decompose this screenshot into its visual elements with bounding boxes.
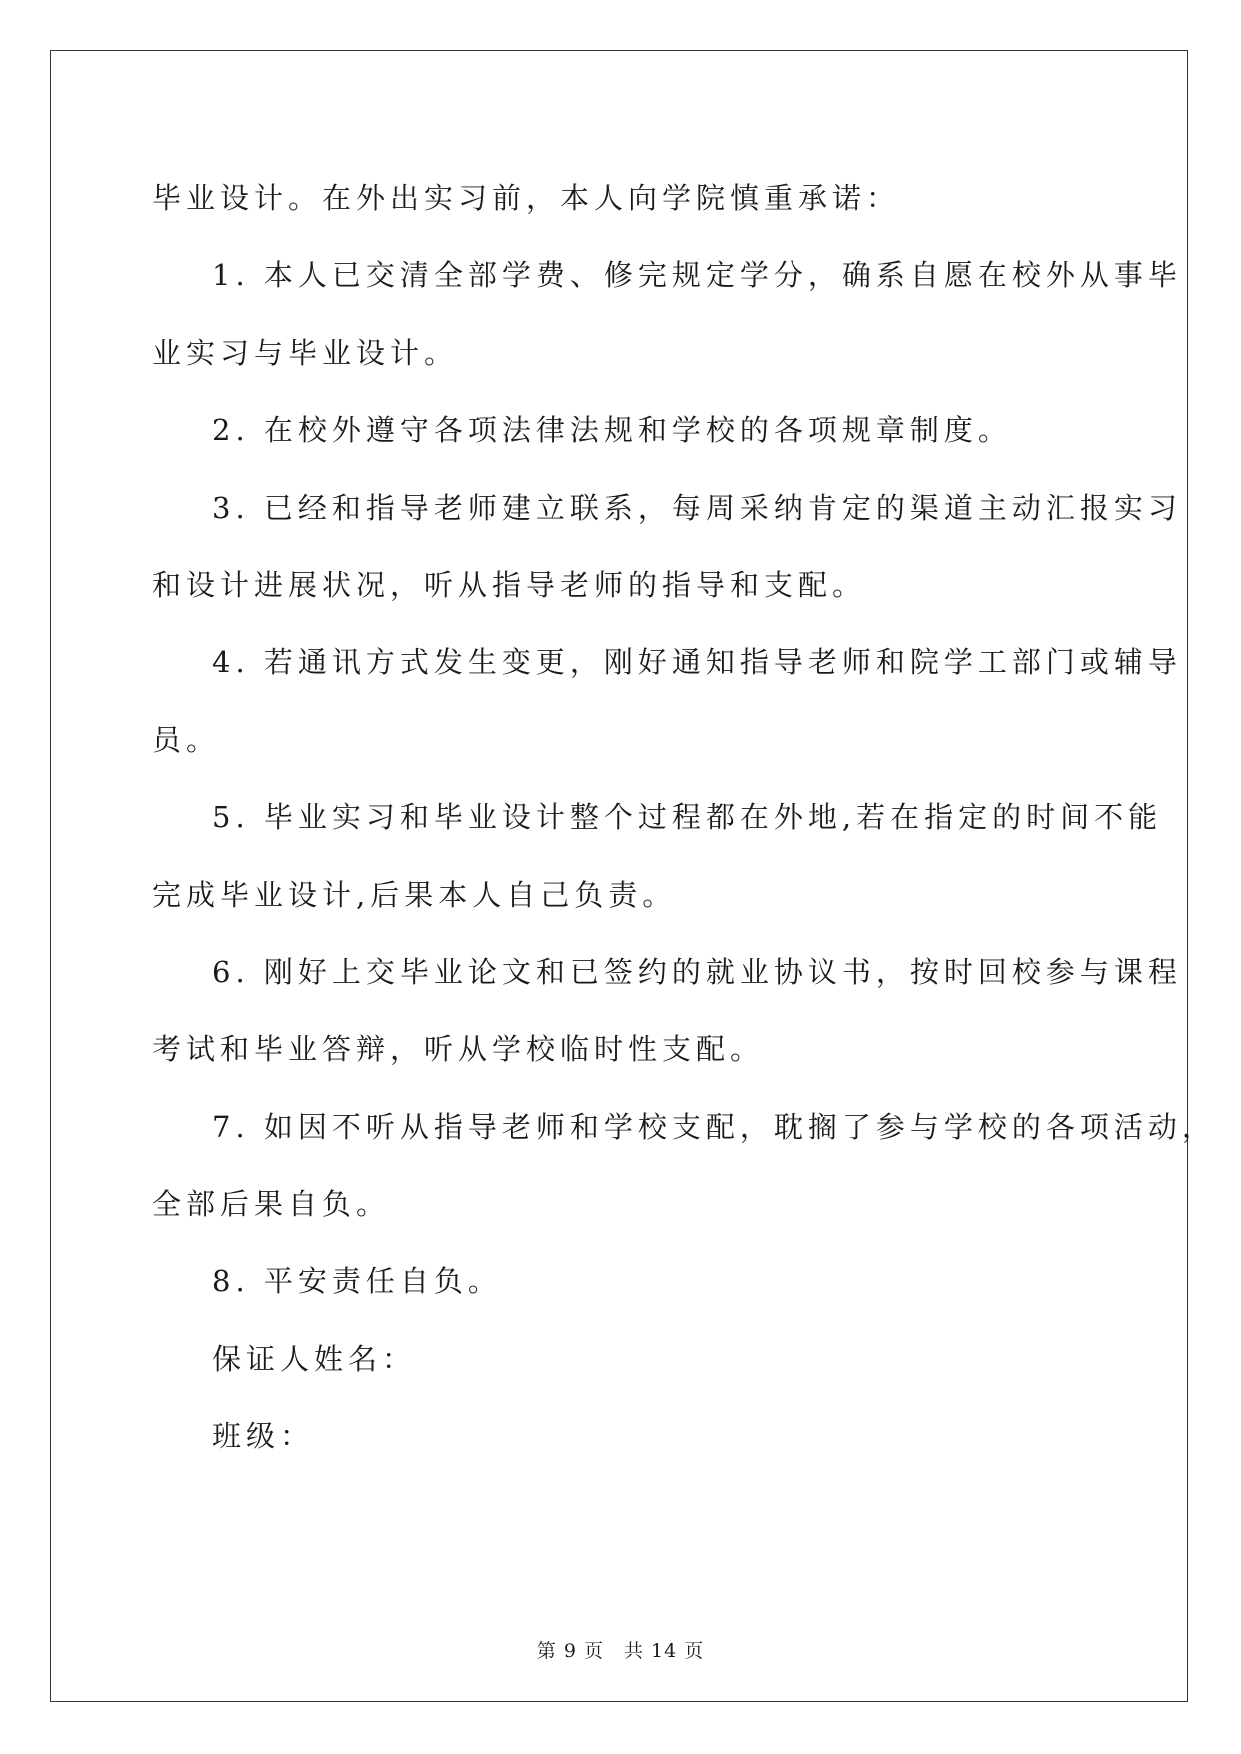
text-line: 1. 本人已交清全部学费、修完规定学分，确系自愿在校外从事毕 xyxy=(212,258,1182,293)
class-label: 班级： xyxy=(212,1419,315,1454)
text-line: 完成毕业设计,后果本人自己负责。 xyxy=(152,877,677,912)
text-line: 4. 若通讯方式发生变更，刚好通知指导老师和院学工部门或辅导 xyxy=(212,645,1182,680)
page-number-footer: 第 9 页 共 14 页 xyxy=(536,1640,705,1662)
text-line: 毕业设计。在外出实习前，本人向学院慎重承诺： xyxy=(152,181,901,215)
document-body xyxy=(152,160,1216,1476)
text-line: 业实习与毕业设计。 xyxy=(152,335,459,370)
text-line: 7. 如因不听从指导老师和学校支配，耽搁了参与学校的各项活动， xyxy=(212,1109,1216,1144)
text-line: 5. 毕业实习和毕业设计整个过程都在外地,若在指定的时间不能 xyxy=(212,800,1163,835)
text-line: 员。 xyxy=(152,722,221,757)
text-line: 和设计进展状况，听从指导老师的指导和支配。 xyxy=(152,567,867,602)
signature-name-label: 保证人姓名： xyxy=(212,1341,417,1376)
text-line: 2. 在校外遵守各项法律法规和学校的各项规章制度。 xyxy=(212,413,1012,448)
text-line: 8. 平安责任自负。 xyxy=(212,1264,502,1299)
text-line: 3. 已经和指导老师建立联系，每周采纳肯定的渠道主动汇报实习 xyxy=(212,490,1182,525)
text-line: 全部后果自负。 xyxy=(152,1187,391,1222)
text-line: 6. 刚好上交毕业论文和已签约的就业协议书，按时回校参与课程 xyxy=(212,954,1182,989)
text-line: 考试和毕业答辩，听从学校临时性支配。 xyxy=(152,1032,765,1067)
